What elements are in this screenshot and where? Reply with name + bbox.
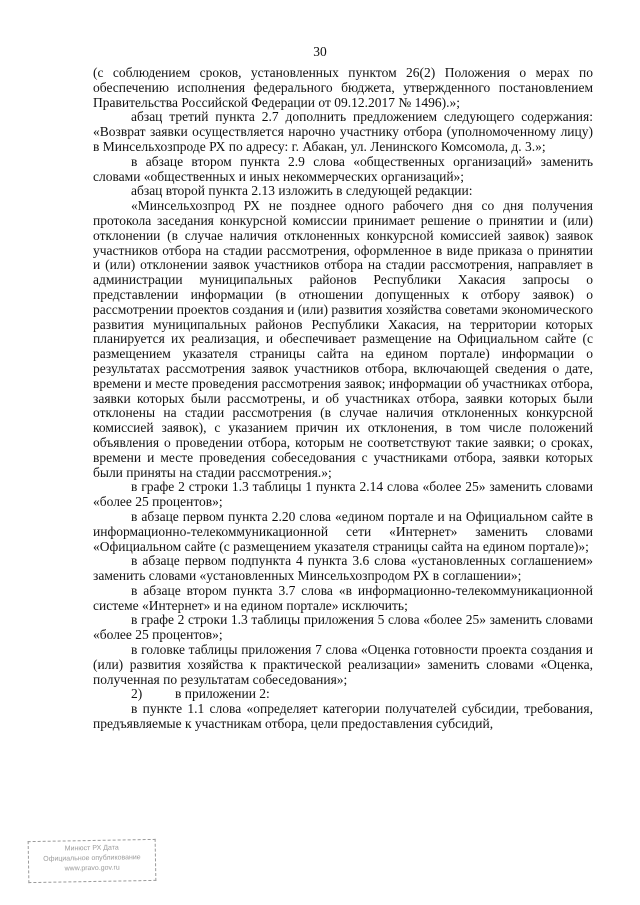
item-number: 2) — [131, 686, 143, 702]
paragraph-5: «Минсельхозпрод РХ не позднее одного рабочего дня со дня получения протокола заседания конкурсной комиссии принимает решение о принятии и (или) отклонении (в случае наличия отклоненных конкурсной комиссией заявок) заявок участников отбора на стадии рассмотрения, оформленное в виде приказа о принятии и (или) отклонении заявок участников отбора на стадии рассмотрения, направляет в администрации муниципальных районов Республики Хакасия запросы о представлении информации (в отношении допущенных к отбору заявок) о рассмотрении проектов создания и (или) развития хозяйства советами экономического развития муниципальных районов Республики Хакасия, на территории которых планируется их реализация, и обеспечивает размещение на Официальном сайте (с размещением указателя страницы сайта на едином портале) информации о результатах рассмотрения заявок участников отбора, включающей сведения о дате, времени и месте проведения рассмотрения заявок; информации об участниках отбора, заявки которых были рассмотрены, и об участниках отбора, заявки которых были отклонены на стадии рассмотрения (в случае наличия отклоненных конкурсной комиссией заявок), с указанием причин их отклонения, в том числе положений объявления о проведении отбора, которым не соответствуют такие заявки; о сроках, времени и месте проведения собеседования с участниками отбора, заявки которых были приняты на стадии рассмотрения.»; — [93, 198, 593, 480]
paragraph-1: (с соблюдением сроков, установленных пунктом 26(2) Положения о мерах по обеспечению исполнения федерального бюджета, утвержденного постановлением Правительства Российской Федерации от 09.12.2017 № 1496).»; — [93, 65, 593, 110]
paragraph-10: в графе 2 строки 1.3 таблицы приложения 5 слова «более 25» заменить словами «более 25 процентов»; — [93, 612, 593, 643]
paragraph-11: в головке таблицы приложения 7 слова «Оценка готовности проекта создания и (или) развития хозяйства к практической реализации» заменить словами «Оценка, полученная по результатам собеседования»; — [93, 642, 593, 687]
numbered-item — [93, 687, 593, 702]
paragraph-6: в графе 2 строки 1.3 таблицы 1 пункта 2.14 слова «более 25» заменить словами «более 25 процентов»; — [93, 479, 593, 510]
stamp-line-3: www.pravo.gov.ru — [64, 864, 120, 873]
paragraph-7: в абзаце первом пункта 2.20 слова «едином портале и на Официальном сайте в информационно-телекоммуникационной сети «Интернет» заменить словами «Официальном сайте (с размещением указателя страницы сайта на едином портале)»; — [93, 508, 593, 554]
paragraph-4: абзац второй пункта 2.13 изложить в следующей редакции: — [131, 183, 473, 199]
publication-stamp — [28, 839, 157, 883]
stamp-line-1: Минюст РХ Дата — [64, 844, 119, 853]
item-text: в приложении 2: — [175, 686, 270, 702]
stamp-line-2: Официальное опубликование — [43, 854, 141, 863]
paragraph-last: в пункте 1.1 слова «определяет категории получателей субсидии, требования, предъявляемые к участникам отбора, цели предоставления субсидий, — [93, 701, 593, 732]
paragraph-8: в абзаце первом подпункта 4 пункта 3.6 слова «установленных соглашением» заменить словами «установленных Минсельхозпродом РХ в соглашении»; — [93, 553, 593, 584]
paragraph-3: в абзаце втором пункта 2.9 слова «общественных организаций» заменить словами «общественных и иных некоммерческих организаций»; — [93, 153, 593, 184]
paragraph-2: абзац третий пункта 2.7 дополнить предложением следующего содержания: «Возврат заявки осуществляется нарочно участнику отбора (уполномоченному лицу) в Минсельхозпроде РХ по адресу: г. Абакан, ул. Ленинского Комсомола, д. 3.»; — [93, 109, 593, 154]
paragraph-9: в абзаце втором пункта 3.7 слова «в информационно-телекоммуникационной системе «Интернет» и на едином портале» исключить; — [93, 582, 593, 613]
page-number: 30 — [313, 44, 327, 59]
document-body — [93, 66, 593, 732]
